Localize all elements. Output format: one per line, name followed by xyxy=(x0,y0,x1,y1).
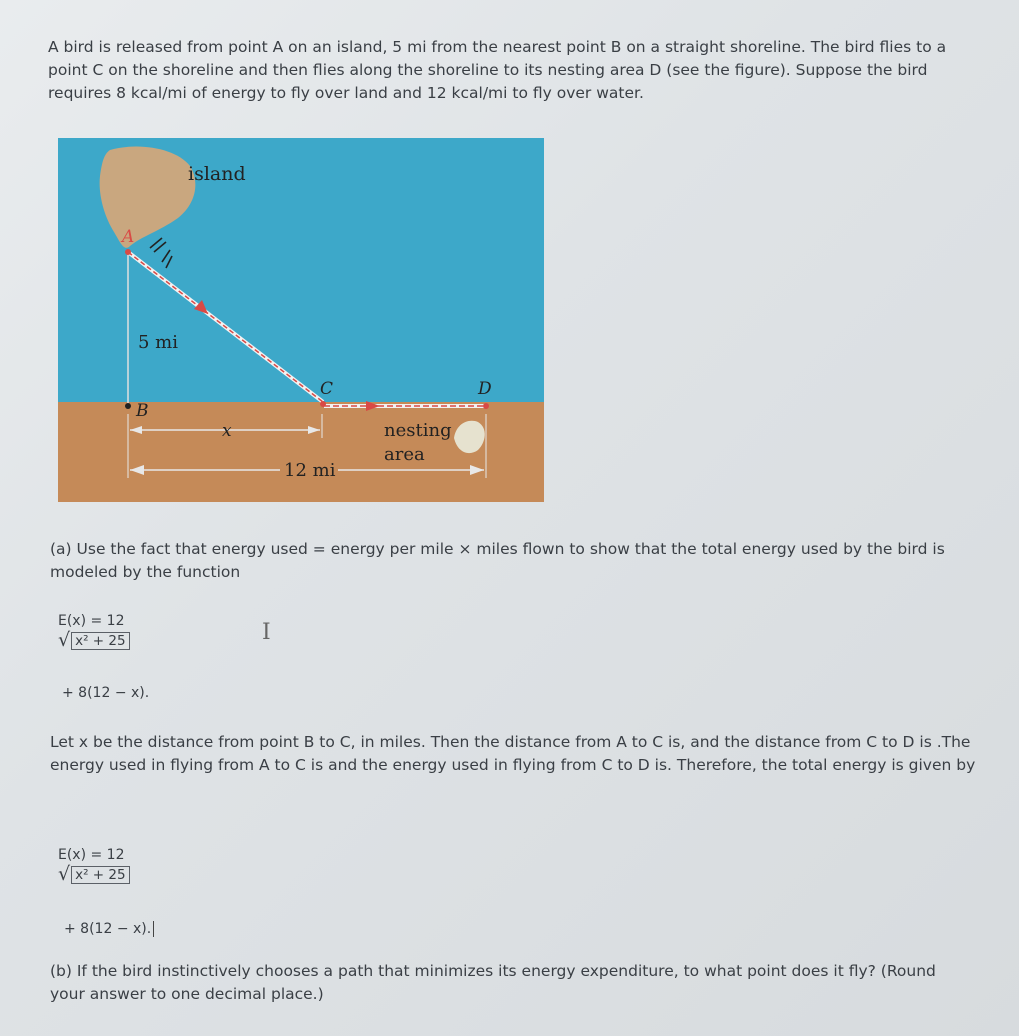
sqrt-icon: √ xyxy=(58,629,71,651)
label-12mi: 12 mi xyxy=(284,460,336,481)
label-c: C xyxy=(320,379,334,399)
part-a-prompt: (a) Use the fact that energy used = energy per mile × miles flown to show that the total energy used by the bird is modeled by the function xyxy=(50,540,945,581)
island-label: island xyxy=(188,163,246,185)
nesting-label-line1: nesting xyxy=(384,420,452,441)
label-5mi: 5 mi xyxy=(138,332,178,353)
part-b-prompt: (b) If the bird instinctively chooses a path that minimizes its energy expenditure, to what point does it fly? (Round your answer to one decimal place.) xyxy=(50,962,936,1003)
formula-a-lhs: E(x) = 12 xyxy=(58,613,125,629)
formula-a-tail: + 8(12 − x). xyxy=(62,685,150,701)
explanation-text: Let x be the distance from point B to C, in miles. Then the distance from A to C is, and the distance from C to D is .The energy used in flying from A to C is and the energy used in flying from C to D is. Therefore, the total energy is given by xyxy=(50,733,976,774)
sqrt-icon: √ xyxy=(58,863,71,885)
formula-answer-radical xyxy=(58,865,130,884)
label-x: x xyxy=(222,421,232,441)
energy-formula-answer[interactable] xyxy=(58,846,130,886)
point-c-dot xyxy=(320,401,326,407)
nesting-label-line2: area xyxy=(384,444,425,465)
formula-a-radicand: x² + 25 xyxy=(71,632,129,650)
formula-answer-tail[interactable] xyxy=(64,920,154,939)
label-a: A xyxy=(122,227,135,247)
formula-answer-lhs: E(x) = 12 xyxy=(58,847,125,863)
formula-answer-radicand[interactable]: x² + 25 xyxy=(71,866,129,884)
text-cursor-icon: I xyxy=(262,620,271,645)
label-b: B xyxy=(136,401,149,421)
problem-intro: A bird is released from point A on an island, 5 mi from the nearest point B on a straight shoreline. The bird flies to a point C on the shoreline and then flies along the shoreline to its nesting area D (see the figure). Suppose the bird requires 8 kcal/mi of energy to fly over land and 12 kcal/mi to fly over water. xyxy=(48,38,947,102)
point-a-dot xyxy=(125,249,131,255)
input-caret xyxy=(153,921,154,937)
formula-answer-tail-text: + 8(12 − x). xyxy=(64,921,152,937)
problem-figure xyxy=(58,138,544,502)
formula-a-radical xyxy=(58,631,130,650)
point-b-dot xyxy=(125,403,131,409)
point-d-dot xyxy=(483,403,489,409)
energy-formula-a xyxy=(58,612,130,652)
label-d: D xyxy=(478,379,492,399)
